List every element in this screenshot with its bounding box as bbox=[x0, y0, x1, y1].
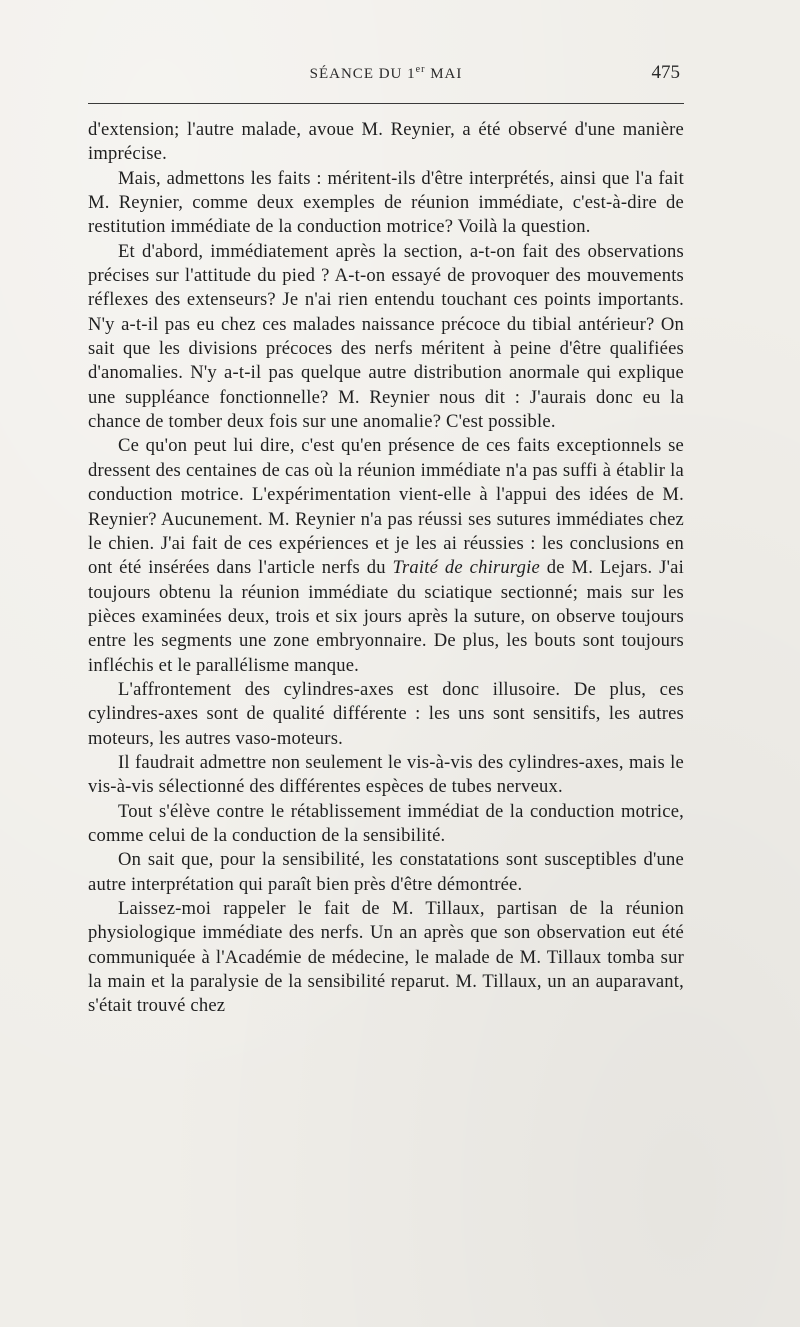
paragraph: Et d'abord, immédiatement après la section, a-t-on fait des observations précises sur l'attitude du pied ? A-t-on essayé de provoquer des mouvements réflexes des extenseurs? Je n'ai rien entendu touchant ces points importants. N'y a-t-il pas eu chez ces malades naissance précoce du tibial antérieur? On sait que les divisions précoces des nerfs méritent à peine d'être qualifiées d'anomalies. N'y a-t-il pas quelque autre distribution anormale qui explique une suppléance fonctionnelle? M. Reynier nous dit : J'aurais donc eu la chance de tomber deux fois sur une anomalie? C'est possible. bbox=[88, 240, 684, 433]
paragraph-text: Ce qu'on peut lui dire, c'est qu'en présence de ces faits exceptionnels se dressent des centaines de cas où la réunion immédiate n'a pas suffi à établir la conduction motrice. L'expérimentation vient-elle à l'appui des idées de M. Reynier? Aucunement. M. Reynier n'a pas réussi ses sutures immédiates chez le chien. J'ai fait de ces expériences et je les ai réussies : les conclusions en ont été insérées dans l'article nerfs du bbox=[88, 435, 684, 579]
paragraph: Tout s'élève contre le rétablissement immédiat de la conduction motrice, comme celui de la conduction de la sensibilité. bbox=[88, 800, 684, 846]
page-header bbox=[88, 60, 684, 90]
paragraph: Il faudrait admettre non seulement le vis-à-vis des cylindres-axes, mais le vis-à-vis sélectionné des différentes espèces de tubes nerveux. bbox=[88, 751, 684, 798]
paragraph-continuation: d'extension; l'autre malade, avoue M. Reynier, a été observé d'une manière imprécise. bbox=[88, 119, 684, 165]
paragraph: Mais, admettons les faits : méritent-ils d'être interprétés, ainsi que l'a fait M. Reynier, comme deux exemples de réunion immédiate, c'est-à-dire de restitution immédiate de la conduction motrice? Voilà la question. bbox=[88, 167, 684, 238]
running-head-text: SÉANCE DU 1 bbox=[309, 66, 416, 82]
paragraph bbox=[88, 434, 684, 677]
paragraph: On sait que, pour la sensibilité, les constatations sont susceptibles d'une autre interprétation qui paraît bien près d'être démontrée. bbox=[88, 849, 684, 895]
running-head-superscript: er bbox=[415, 64, 426, 75]
running-head-month: MAI bbox=[425, 66, 463, 82]
paragraph-text: de M. Lejars. J'ai toujours obtenu la réunion immédiate du sciatique sectionné; mais sur les pièces examinées deux, trois et six jours après la suture, on observe toujours entre les segments une zone embryonnaire. De plus, les bouts sont toujours infléchis et le parallélisme manque. bbox=[88, 557, 684, 676]
paragraph: L'affrontement des cylindres-axes est donc illusoire. De plus, ces cylindres-axes sont de qualité différente : les uns sont sensitifs, les autres moteurs, les autres vaso-moteurs. bbox=[88, 678, 684, 749]
header-rule bbox=[88, 103, 684, 104]
book-title-italic: Traité de chirurgie bbox=[392, 557, 540, 579]
running-head bbox=[88, 66, 684, 83]
page-number: 475 bbox=[651, 62, 680, 83]
body-text bbox=[88, 118, 684, 1019]
paragraph: Laissez-moi rappeler le fait de M. Tillaux, partisan de la réunion physiologique immédiate des nerfs. Un an après que son observation eut été communiquée à l'Académie de médecine, le malade de M. Tillaux tomba sur la main et la paralysie de la sensibilité reparut. M. Tillaux, un an auparavant, s'était trouvé chez bbox=[88, 898, 684, 1017]
